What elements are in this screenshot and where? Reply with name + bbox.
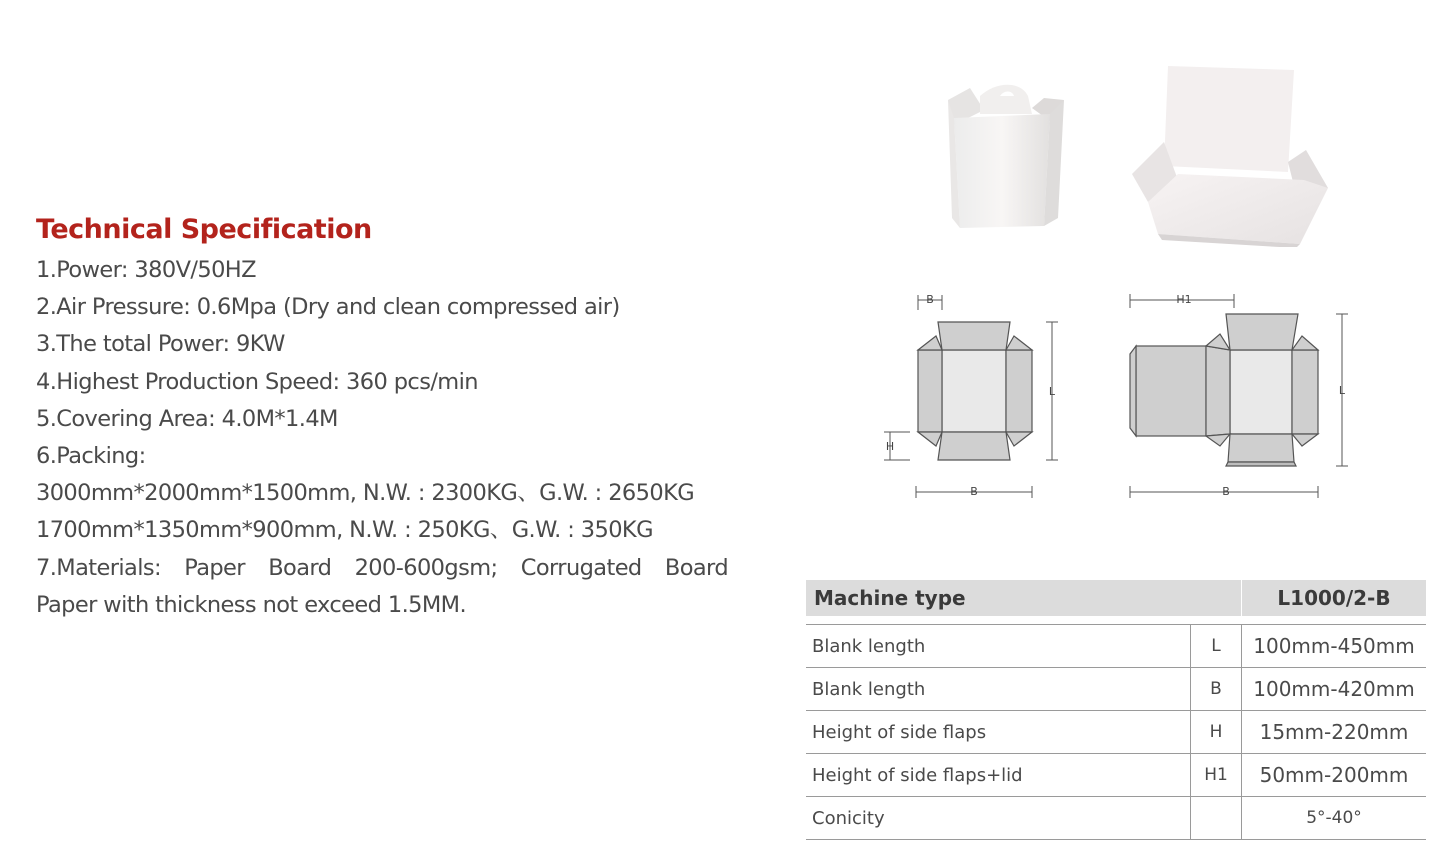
- param-symbol: L: [1191, 625, 1242, 668]
- spec-line-speed: 4.Highest Production Speed: 360 pcs/min: [36, 368, 478, 395]
- diagram-label-side: L: [1338, 384, 1346, 397]
- blank-flap-left: [918, 350, 942, 432]
- spec-line-materials: 7.Materials: Paper Board 200-600gsm; Corrugated Board: [36, 554, 728, 581]
- diagram-label-bottom: B: [1222, 485, 1230, 498]
- param-value: 5°-40°: [1242, 797, 1427, 840]
- diagram-label-top: H1: [1176, 293, 1192, 306]
- spec-line-packing-1: 3000mm*2000mm*1500mm, N.W. : 2300KG、G.W. : 2650KG: [36, 480, 695, 507]
- param-value: 50mm-200mm: [1242, 754, 1427, 797]
- spec-line-packing: 6.Packing:: [36, 443, 146, 470]
- machine-type-label: Machine type: [806, 580, 1242, 616]
- noodle-box-photo: [940, 78, 1070, 233]
- param-value: 100mm-420mm: [1242, 668, 1427, 711]
- table-row: [806, 711, 1426, 754]
- table-row: [806, 797, 1426, 840]
- machine-spec-table: [806, 580, 1426, 840]
- spec-line-covering-area: 5.Covering Area: 4.0M*1.4M: [36, 405, 338, 432]
- blank-diagram-noodle-box: [880, 290, 1060, 500]
- spec-line-packing-2: 1700mm*1350mm*900mm, N.W. : 250KG、G.W. : 350KG: [36, 517, 653, 544]
- spec-list: [36, 252, 736, 624]
- param-name: Blank length: [806, 668, 1191, 711]
- param-value: 15mm-220mm: [1242, 711, 1427, 754]
- param-name: Height of side flaps: [806, 711, 1191, 754]
- spec-line-total-power: 3.The total Power: 9KW: [36, 331, 285, 358]
- param-name: Height of side flaps+lid: [806, 754, 1191, 797]
- param-value: 100mm-450mm: [1242, 625, 1427, 668]
- table-row: [806, 754, 1426, 797]
- blank-flap-right: [1006, 350, 1032, 432]
- param-name: Blank length: [806, 625, 1191, 668]
- spec-line-air-pressure: 2.Air Pressure: 0.6Mpa (Dry and clean compressed air): [36, 294, 620, 321]
- param-symbol: B: [1191, 668, 1242, 711]
- diagram-label-side: L: [1048, 385, 1056, 398]
- blank-base: [942, 350, 1006, 432]
- blank-flap-top: [938, 322, 1010, 350]
- param-symbol: H1: [1191, 754, 1242, 797]
- spec-title: Technical Specification: [36, 214, 372, 245]
- lunch-box-photo: [1128, 62, 1333, 247]
- param-name: Conicity: [806, 797, 1191, 840]
- table-row: [806, 625, 1426, 668]
- blank-flap-bottom: [938, 432, 1010, 460]
- diagram-label-top: B: [926, 293, 934, 306]
- spec-line-power: 1.Power: 380V/50HZ: [36, 257, 256, 283]
- machine-type-value: L1000/2-B: [1242, 580, 1427, 616]
- param-symbol: [1191, 797, 1242, 840]
- table-row: [806, 668, 1426, 711]
- table-header-row: [806, 580, 1426, 616]
- diagram-label-bottom: B: [970, 485, 978, 498]
- diagram-label-height: H: [885, 440, 895, 453]
- param-symbol: H: [1191, 711, 1242, 754]
- blank-diagram-lunch-box: [1120, 290, 1360, 500]
- spec-line-materials-cont: Paper with thickness not exceed 1.5MM.: [36, 591, 467, 618]
